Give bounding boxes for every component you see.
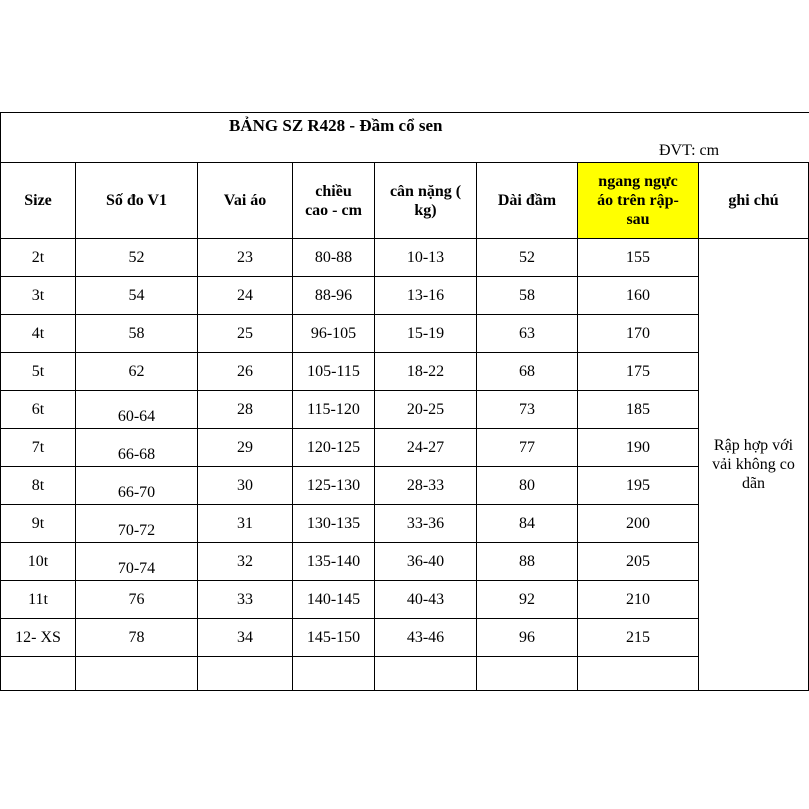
cell-so-do-v1: 58 xyxy=(76,315,198,353)
cell-so-do-v1-value: 66-68 xyxy=(117,446,156,463)
cell-can-nang: 10-13 xyxy=(375,239,477,277)
header-can-nang-line2: kg) xyxy=(414,201,437,219)
header-so-do-v1: Số đo V1 xyxy=(76,163,198,239)
empty-cell xyxy=(293,657,375,691)
cell-size: 8t xyxy=(1,467,76,505)
empty-cell xyxy=(477,657,578,691)
header-ghi-chu: ghi chú xyxy=(699,163,809,239)
cell-size: 10t xyxy=(1,543,76,581)
cell-size: 3t xyxy=(1,277,76,315)
cell-so-do-v1 xyxy=(76,391,198,429)
header-can-nang xyxy=(375,163,477,239)
cell-so-do-v1-value: 70-72 xyxy=(117,522,156,539)
table-row xyxy=(1,619,809,657)
note-line: vải không co xyxy=(712,456,795,473)
cell-chieu-cao: 80-88 xyxy=(293,239,375,277)
table-row xyxy=(1,505,809,543)
empty-cell xyxy=(198,657,293,691)
sheet-top-border xyxy=(0,112,809,113)
cell-size: 7t xyxy=(1,429,76,467)
cell-dai-dam: 52 xyxy=(477,239,578,277)
cell-chieu-cao: 135-140 xyxy=(293,543,375,581)
cell-dai-dam: 92 xyxy=(477,581,578,619)
header-can-nang-line1: cân nặng ( xyxy=(389,182,462,200)
header-ngang-nguc xyxy=(578,163,699,239)
cell-dai-dam: 63 xyxy=(477,315,578,353)
header-chieu-cao-line2: cao - cm xyxy=(305,201,362,219)
cell-so-do-v1-value: 60-64 xyxy=(117,408,156,425)
cell-dai-dam: 58 xyxy=(477,277,578,315)
cell-vai-ao: 24 xyxy=(198,277,293,315)
empty-cell xyxy=(76,657,198,691)
cell-so-do-v1-value: 70-74 xyxy=(117,560,156,577)
cell-chieu-cao: 140-145 xyxy=(293,581,375,619)
cell-can-nang: 40-43 xyxy=(375,581,477,619)
note-line: Rập hợp với xyxy=(713,437,794,454)
cell-chieu-cao: 120-125 xyxy=(293,429,375,467)
chart-title: BẢNG SZ R428 - Đầm cổ sen xyxy=(229,116,443,135)
cell-can-nang: 18-22 xyxy=(375,353,477,391)
size-table xyxy=(0,162,809,691)
cell-vai-ao: 30 xyxy=(198,467,293,505)
header-vai-ao: Vai áo xyxy=(198,163,293,239)
header-size: Size xyxy=(1,163,76,239)
cell-dai-dam: 96 xyxy=(477,619,578,657)
header-dai-dam: Dài đầm xyxy=(477,163,578,239)
table-row xyxy=(1,581,809,619)
cell-vai-ao: 25 xyxy=(198,315,293,353)
empty-row xyxy=(1,657,809,691)
cell-can-nang: 36-40 xyxy=(375,543,477,581)
cell-vai-ao: 28 xyxy=(198,391,293,429)
table-row xyxy=(1,315,809,353)
cell-ngang-nguc: 170 xyxy=(578,315,699,353)
cell-ngang-nguc: 190 xyxy=(578,429,699,467)
cell-so-do-v1 xyxy=(76,467,198,505)
cell-ngang-nguc: 195 xyxy=(578,467,699,505)
cell-dai-dam: 84 xyxy=(477,505,578,543)
cell-ngang-nguc: 155 xyxy=(578,239,699,277)
sheet-left-border xyxy=(0,112,1,162)
table-row xyxy=(1,543,809,581)
cell-can-nang: 20-25 xyxy=(375,391,477,429)
cell-so-do-v1: 78 xyxy=(76,619,198,657)
cell-so-do-v1: 52 xyxy=(76,239,198,277)
cell-size: 4t xyxy=(1,315,76,353)
cell-dai-dam: 68 xyxy=(477,353,578,391)
header-chieu-cao xyxy=(293,163,375,239)
cell-chieu-cao: 96-105 xyxy=(293,315,375,353)
cell-vai-ao: 32 xyxy=(198,543,293,581)
cell-vai-ao: 29 xyxy=(198,429,293,467)
cell-vai-ao: 34 xyxy=(198,619,293,657)
cell-chieu-cao: 125-130 xyxy=(293,467,375,505)
cell-ngang-nguc: 200 xyxy=(578,505,699,543)
header-row xyxy=(1,163,809,239)
cell-size: 2t xyxy=(1,239,76,277)
cell-vai-ao: 31 xyxy=(198,505,293,543)
cell-dai-dam: 73 xyxy=(477,391,578,429)
cell-chieu-cao: 88-96 xyxy=(293,277,375,315)
table-row xyxy=(1,429,809,467)
table-row xyxy=(1,391,809,429)
cell-chieu-cao: 145-150 xyxy=(293,619,375,657)
cell-ngang-nguc: 210 xyxy=(578,581,699,619)
cell-chieu-cao: 130-135 xyxy=(293,505,375,543)
cell-so-do-v1-value: 66-70 xyxy=(117,484,156,501)
cell-can-nang: 15-19 xyxy=(375,315,477,353)
cell-vai-ao: 26 xyxy=(198,353,293,391)
header-ngang-nguc-line3: sau xyxy=(626,211,650,228)
cell-can-nang: 33-36 xyxy=(375,505,477,543)
note-cell xyxy=(699,239,809,691)
cell-size: 6t xyxy=(1,391,76,429)
cell-size: 11t xyxy=(1,581,76,619)
header-ngang-nguc-line1: ngang ngực xyxy=(598,173,678,190)
cell-ngang-nguc: 160 xyxy=(578,277,699,315)
cell-chieu-cao: 105-115 xyxy=(293,353,375,391)
empty-cell xyxy=(375,657,477,691)
cell-dai-dam: 80 xyxy=(477,467,578,505)
cell-dai-dam: 88 xyxy=(477,543,578,581)
header-chieu-cao-line1: chiều xyxy=(315,182,352,200)
cell-chieu-cao: 115-120 xyxy=(293,391,375,429)
empty-cell xyxy=(578,657,699,691)
header-ngang-nguc-line2: áo trên rập- xyxy=(597,192,679,209)
note-line: dãn xyxy=(741,475,766,492)
cell-so-do-v1 xyxy=(76,505,198,543)
cell-ngang-nguc: 215 xyxy=(578,619,699,657)
cell-so-do-v1: 54 xyxy=(76,277,198,315)
unit-note: ĐVT: cm xyxy=(659,142,720,159)
cell-vai-ao: 23 xyxy=(198,239,293,277)
cell-size: 9t xyxy=(1,505,76,543)
table-row xyxy=(1,353,809,391)
cell-dai-dam: 77 xyxy=(477,429,578,467)
cell-can-nang: 24-27 xyxy=(375,429,477,467)
cell-so-do-v1 xyxy=(76,429,198,467)
cell-size: 5t xyxy=(1,353,76,391)
table-row xyxy=(1,239,809,277)
empty-cell xyxy=(1,657,76,691)
cell-so-do-v1: 62 xyxy=(76,353,198,391)
cell-can-nang: 13-16 xyxy=(375,277,477,315)
cell-vai-ao: 33 xyxy=(198,581,293,619)
table-row xyxy=(1,467,809,505)
table-row xyxy=(1,277,809,315)
cell-so-do-v1 xyxy=(76,543,198,581)
cell-ngang-nguc: 205 xyxy=(578,543,699,581)
cell-can-nang: 28-33 xyxy=(375,467,477,505)
cell-so-do-v1: 76 xyxy=(76,581,198,619)
cell-ngang-nguc: 185 xyxy=(578,391,699,429)
size-chart-sheet xyxy=(0,112,809,698)
cell-size: 12- XS xyxy=(1,619,76,657)
cell-ngang-nguc: 175 xyxy=(578,353,699,391)
cell-can-nang: 43-46 xyxy=(375,619,477,657)
